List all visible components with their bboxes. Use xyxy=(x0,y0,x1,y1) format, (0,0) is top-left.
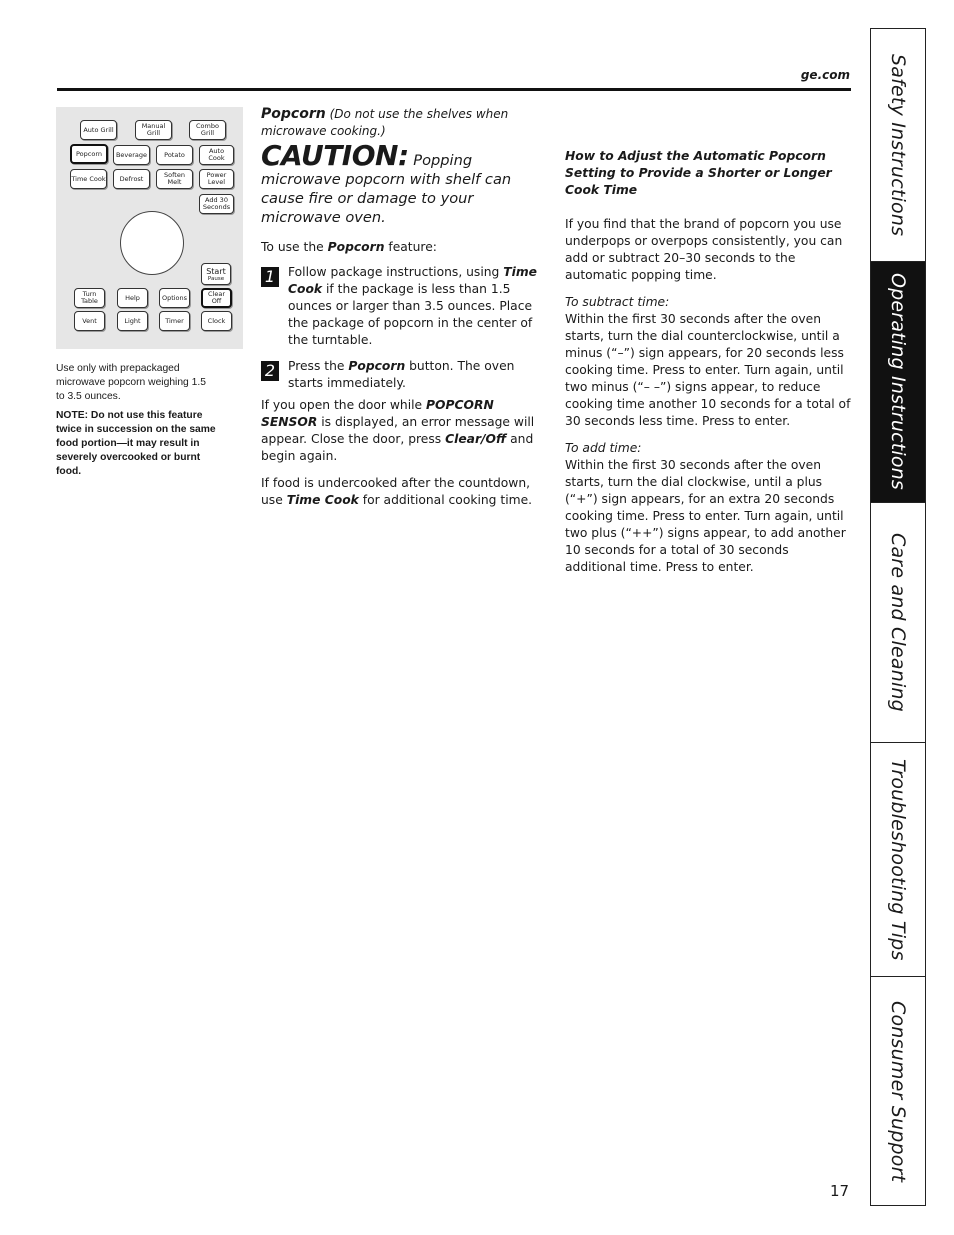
potato-button: Potato xyxy=(156,145,193,165)
control-panel-illustration xyxy=(56,107,243,349)
page-number: 17 xyxy=(830,1182,850,1200)
adjust-heading: How to Adjust the Automatic Popcorn Setting to Provide a Shorter or Longer Cook Time xyxy=(565,149,832,197)
time-cook-button: Time Cook xyxy=(70,169,107,189)
auto-grill-button: Auto Grill xyxy=(80,120,117,140)
caution-block xyxy=(261,139,551,227)
adjust-section xyxy=(565,148,853,576)
door-open-paragraph: If you open the door while POPCORN SENSOR is displayed, an error message will appear. Close the door, press Clear/Off and begin again. xyxy=(261,398,535,463)
adjust-intro: If you find that the brand of popcorn you use underpops or overpops consistently, you can add or subtract 20–30 seconds to the automatic popping time. xyxy=(565,217,843,282)
popcorn-button: Popcorn xyxy=(70,144,108,164)
note-text: Use only with prepackaged microwave popcorn weighing 1.5 to 3.5 ounces. xyxy=(56,363,206,402)
add-label: To add time: xyxy=(565,441,642,455)
auto-cook-button: Auto Cook xyxy=(199,145,234,165)
clock-button: Clock xyxy=(201,311,232,331)
caution-text: Popping microwave popcorn with shelf can cause fire or damage to your microwave oven. xyxy=(261,152,512,226)
section-heading: Popcorn xyxy=(261,106,326,122)
clear-off-button: Clear Off xyxy=(201,288,232,308)
tab-consumer-support[interactable]: Consumer Support xyxy=(887,1000,909,1183)
section-subheading: (Do not use the shelves when microwave cooking.) xyxy=(261,107,509,138)
timer-button: Timer xyxy=(159,311,190,331)
step-1: 1 Follow package instructions, using Time Cook if the package is less than 1.5 ounces or larger than 3.5 ounces. Place the package of popcorn in the center of the turntable. xyxy=(261,264,551,349)
to-use-line: To use the Popcorn feature: xyxy=(261,240,437,254)
vent-button: Vent xyxy=(74,311,105,331)
popcorn-section xyxy=(261,106,551,509)
tab-care-and-cleaning[interactable]: Care and Cleaning xyxy=(871,503,925,743)
subtract-text: Within the first 30 seconds after the oven starts, turn the dial counterclockwise, until a minus (“–”) sign appears, for 20 seconds less cooking time. Press to enter. Turn again, until two minus (“– –”) signs appear, to reduce cooking time another 10 seconds for a total of 30 seconds less time. Press to enter. xyxy=(565,312,851,428)
header-rule xyxy=(57,88,851,91)
step-2: 2 Press the Popcorn button. The oven starts immediately. xyxy=(261,358,551,392)
section-tabs xyxy=(870,28,926,1206)
tab-troubleshooting-tips[interactable]: Troubleshooting Tips xyxy=(871,743,925,977)
light-button: Light xyxy=(117,311,148,331)
control-dial xyxy=(120,211,184,275)
popcorn-note xyxy=(56,362,216,479)
options-button: Options xyxy=(159,288,190,308)
add-30-seconds-button: Add 30 Seconds xyxy=(199,194,234,214)
step-number-1: 1 xyxy=(261,267,279,287)
pause-label: Pause xyxy=(207,275,225,282)
beverage-button: Beverage xyxy=(113,145,150,165)
caution-word: CAUTION: xyxy=(261,139,409,172)
start-label: Start xyxy=(206,266,226,276)
subtract-label: To subtract time: xyxy=(565,295,670,309)
site-url: ge.com xyxy=(800,68,850,82)
start-pause-button xyxy=(201,263,231,285)
soften-melt-button: Soften Melt xyxy=(156,169,193,189)
manual-grill-button: Manual Grill xyxy=(135,120,172,140)
combo-grill-button: Combo Grill xyxy=(189,120,226,140)
undercooked-paragraph: If food is undercooked after the countdown, use Time Cook for additional cooking time. xyxy=(261,476,533,507)
power-level-button: Power Level xyxy=(199,169,234,189)
tab-operating-instructions[interactable]: Operating Instructions xyxy=(871,262,925,503)
add-text: Within the first 30 seconds after the oven starts, turn the dial clockwise, until a plus (“+”) sign appears, for an extra 20 seconds cooking time. Press to enter. Turn again, until two plus (“++”) signs appear, to add another 10 seconds for a total of 30 seconds additional time. Press to enter. xyxy=(565,458,846,574)
turn-table-button: Turn Table xyxy=(74,288,105,308)
tab-safety-instructions[interactable]: Safety Instructions xyxy=(871,29,925,262)
help-button: Help xyxy=(117,288,148,308)
defrost-button: Defrost xyxy=(113,169,150,189)
step-number-2: 2 xyxy=(261,361,279,381)
note-warning: NOTE: Do not use this feature twice in succession on the same food portion—it may result in severely overcooked or burnt food. xyxy=(56,410,216,477)
